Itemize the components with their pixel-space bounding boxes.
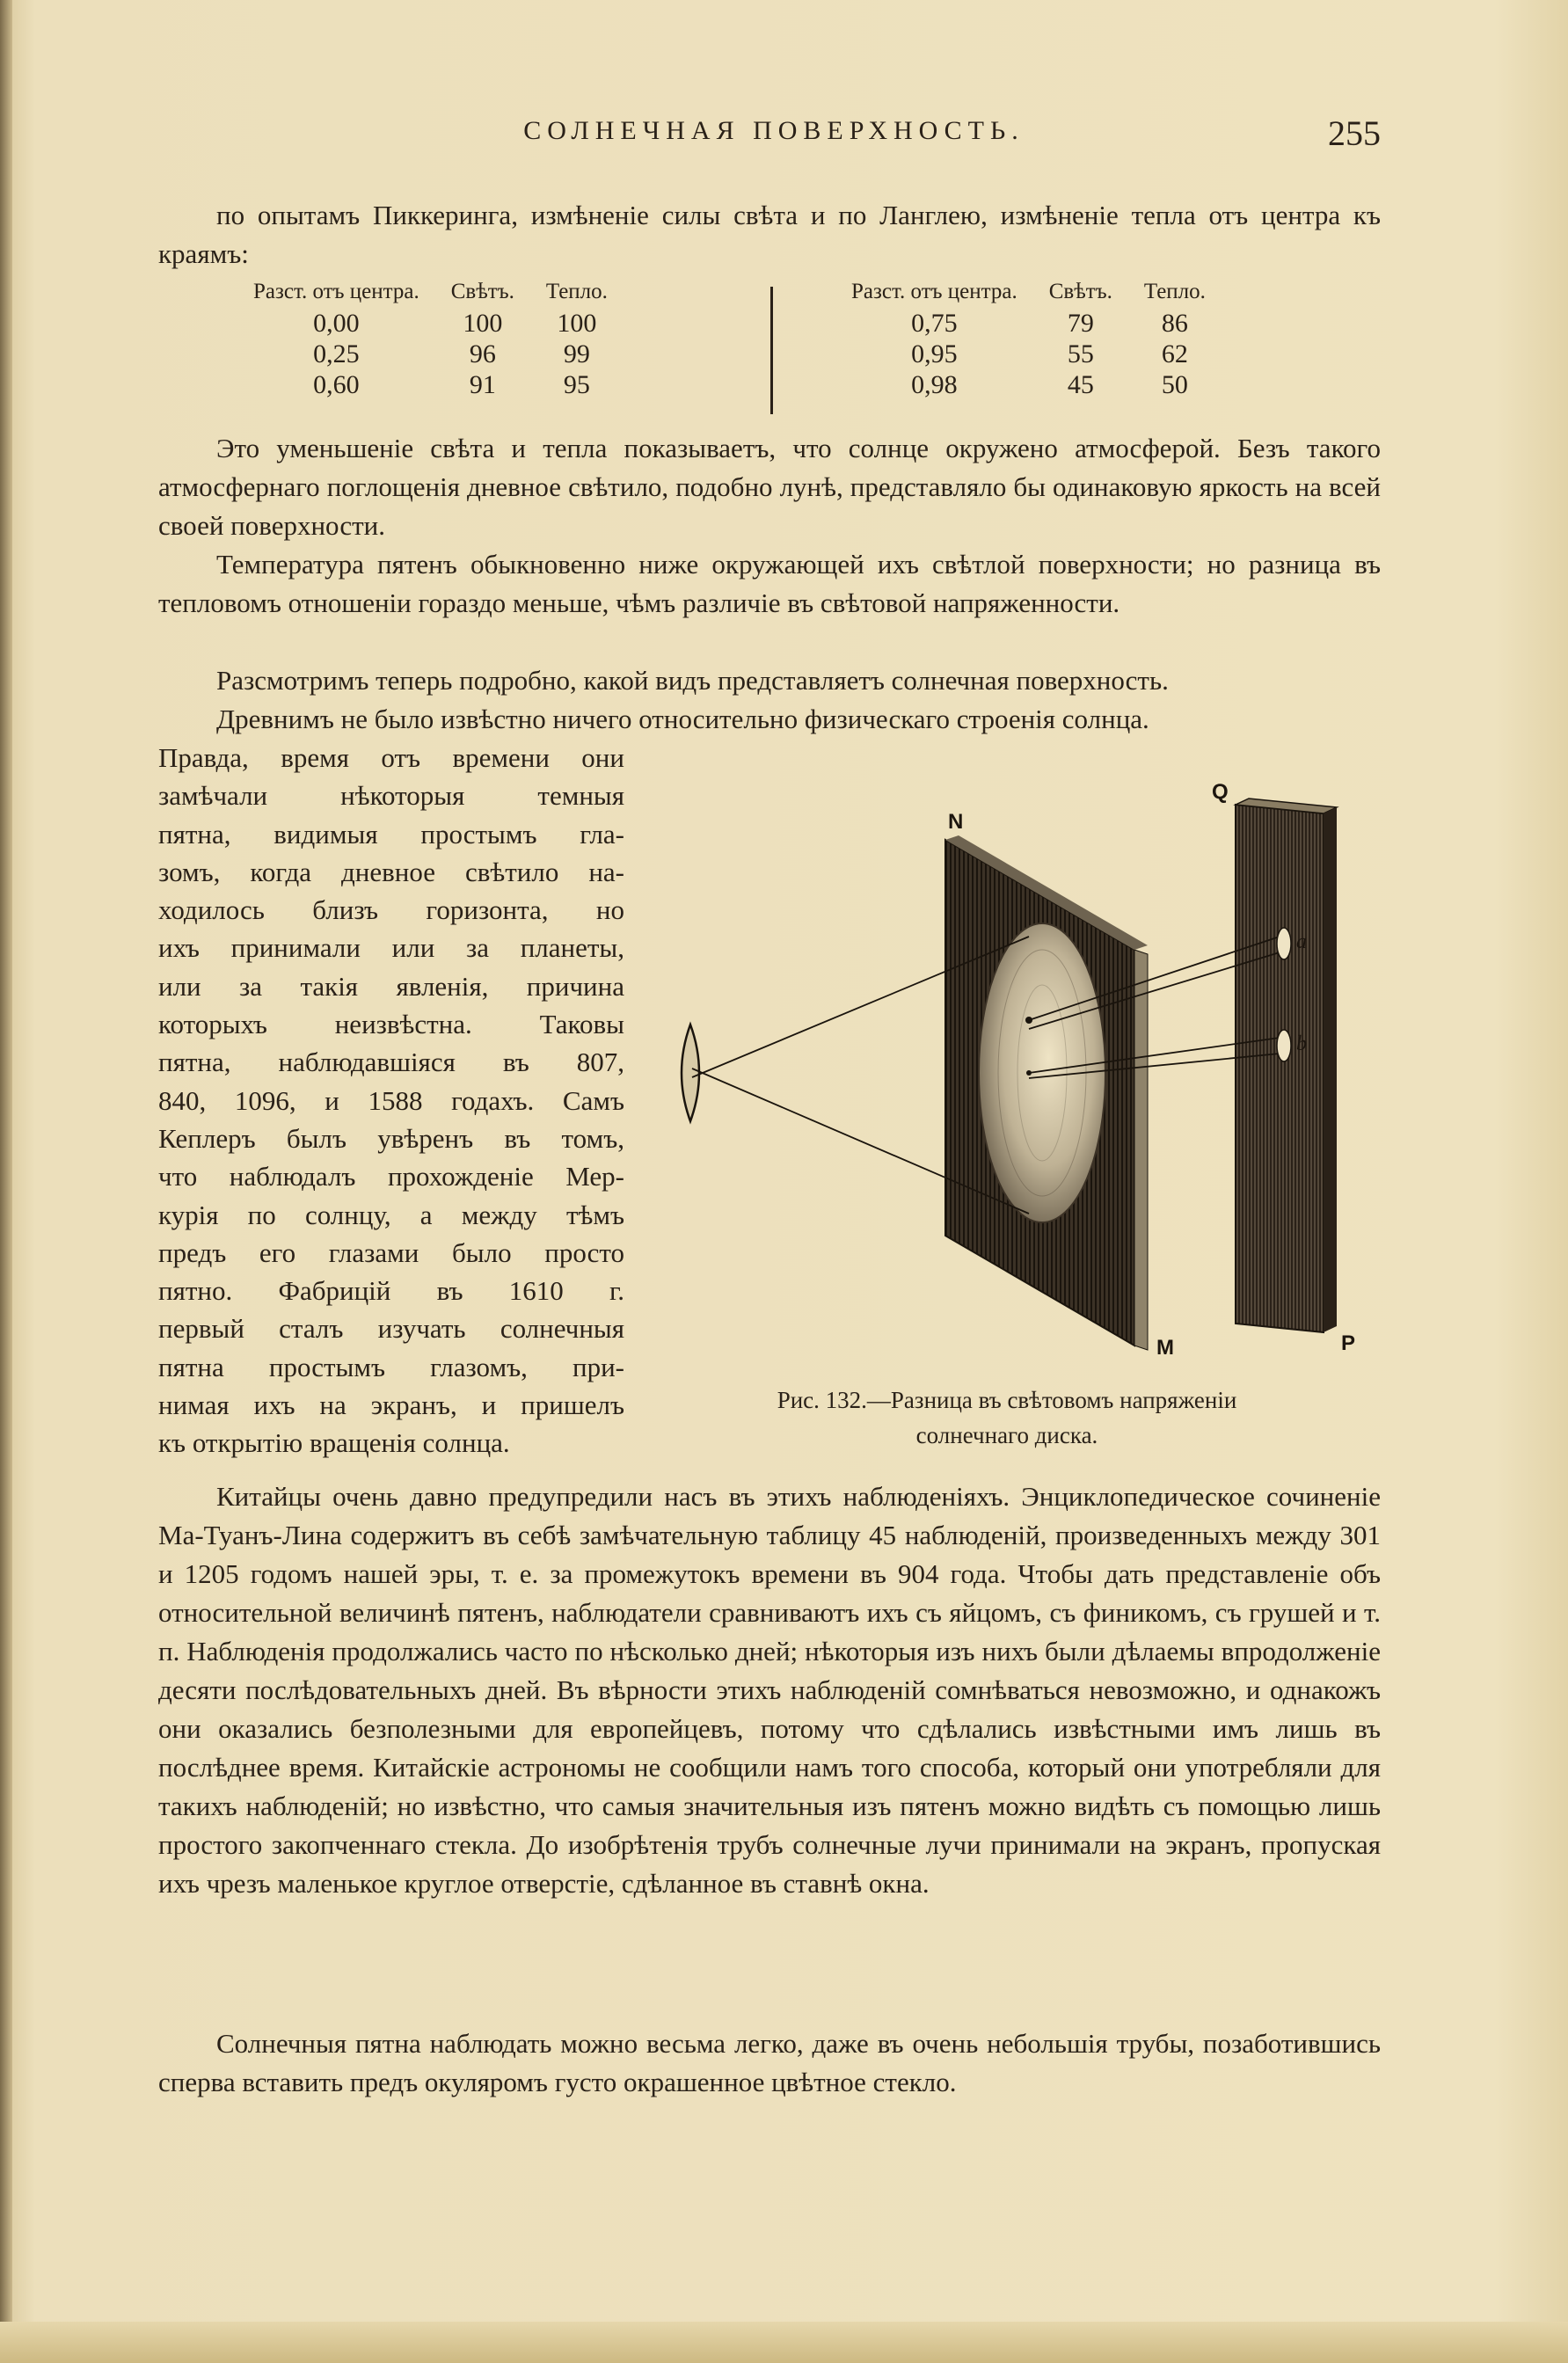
table-divider: [770, 287, 773, 414]
figure-132: [668, 774, 1363, 1460]
figure-label-n: N: [948, 810, 964, 834]
table-cell: 62: [1161, 339, 1188, 368]
table-cell: 50: [1161, 370, 1188, 399]
paragraph-atmosphere: Это уменьшеніе свѣта и тепла показываетъ, что солнце окружено атмосферой. Безъ такого атмосфернаго поглощенія дневное свѣтило, подобно лунѣ, представляло бы одинаковую яркость на всей своей поверхности.: [158, 433, 1381, 541]
col-header-distance: Разст. отъ центра.: [253, 280, 419, 303]
table-cell: 45: [1067, 370, 1094, 399]
table-cell: 0,60: [313, 370, 360, 399]
figure-label-a: a: [1296, 930, 1307, 953]
running-title: СОЛНЕЧНАЯ ПОВЕРХНОСТЬ.: [523, 116, 1025, 145]
wrapped-text-column: [158, 739, 624, 1462]
text-line: Кеплеръ былъ увѣренъ въ томъ,: [158, 1122, 624, 1154]
text-line: ходилось близъ горизонта, но: [158, 894, 624, 926]
table-cell: 0,95: [911, 339, 958, 368]
col-header-light: Свѣтъ.: [1048, 280, 1112, 303]
table-cell: 79: [1067, 309, 1094, 338]
table-row: [237, 339, 624, 369]
table-cell: 96: [469, 339, 496, 368]
table-cell: 95: [563, 370, 590, 399]
intro-paragraph: по опытамъ Пиккеринга, измѣненіе силы свѣта и по Ланглею, измѣненіе тепла отъ центра къ краямъ:: [158, 200, 1381, 269]
col-header-heat: Тепло.: [545, 280, 608, 303]
text-line: къ открытію вращенія солнца.: [158, 1427, 510, 1459]
text-line: Правда, время отъ времени они: [158, 742, 624, 773]
table-cell: 100: [557, 309, 597, 338]
col-header-light: Свѣтъ.: [450, 280, 514, 303]
paragraph-observing-spots: Солнечныя пятна наблюдать можно весьма легко, даже въ очень небольшія трубы, позаботившись сперва вставить предъ окуляромъ густо окрашенное цвѣтное стекло.: [158, 2028, 1381, 2097]
text-line: что наблюдалъ прохожденіе Мер-: [158, 1161, 624, 1192]
text-line: или за такія явленія, причина: [158, 970, 624, 1002]
figure-label-q: Q: [1212, 780, 1229, 804]
text-line: 840, 1096, и 1588 годахъ. Самъ: [158, 1084, 624, 1116]
binding-edge: [0, 0, 12, 2363]
text-line: замѣчали нѣкоторыя темныя: [158, 780, 624, 812]
table-cell: 55: [1067, 339, 1094, 368]
text-line: пятна, наблюдавшіяся въ 807,: [158, 1047, 624, 1078]
paragraph-ancients: Древнимъ не было извѣстно ничего относительно физическаго строенія солнца.: [216, 704, 1149, 734]
page-number: 255: [1328, 113, 1381, 153]
table-row: [237, 308, 624, 339]
figure-label-m: M: [1156, 1336, 1174, 1360]
col-header-distance: Разст. отъ центра.: [851, 280, 1017, 303]
figure-label-p: P: [1341, 1331, 1356, 1355]
text-line: пятна, видимыя простымъ гла-: [158, 818, 624, 850]
table-cell: 100: [463, 309, 503, 338]
paragraph-solar-surface: Разсмотримъ теперь подробно, какой видъ представляетъ солнечная поверхность.: [216, 665, 1169, 696]
table-row: [835, 369, 1222, 400]
text-line: которыхъ неизвѣстна. Таковы: [158, 1009, 624, 1040]
table-cell: 0,25: [313, 339, 360, 368]
table-cell: 0,75: [911, 309, 958, 338]
light-heat-table: [158, 280, 1381, 420]
paragraph-spot-temperature: Температура пятенъ обыкновенно ниже окружающей ихъ свѣтлой поверхности; но разница въ тепловомъ отношеніи гораздо меньше, чѣмъ различіе въ свѣтовой напряженности.: [158, 549, 1381, 618]
text-line: предъ его глазами было просто: [158, 1236, 624, 1268]
table-cell: 86: [1161, 309, 1188, 338]
table-cell: 0,00: [313, 309, 360, 338]
screen-q-p: [1236, 799, 1337, 1332]
text-line: курія по солнцу, а между тѣмъ: [158, 1199, 624, 1230]
figure-caption: [695, 1382, 1319, 1453]
caption-line: солнечнаго диска.: [915, 1422, 1098, 1448]
text-line: зомъ, когда дневное свѣтило на-: [158, 856, 624, 887]
text-line: ихъ принимали или за планеты,: [158, 932, 624, 964]
table-left: [237, 280, 624, 400]
page-bottom-edge: [0, 2322, 1568, 2363]
table-cell: 99: [563, 339, 590, 368]
text-line: нимая ихъ на экранъ, и пришелъ: [158, 1389, 624, 1421]
table-row: [835, 308, 1222, 339]
table-cell: 0,98: [911, 370, 958, 399]
paragraph-chinese-observations: Китайцы очень давно предупредили насъ въ этихъ наблюденіяхъ. Энциклопедическое сочиненіе Ма-Туанъ-Лина содержитъ въ себѣ замѣчательную таблицу 45 наблюденій, произведенныхъ между 301 и 1205 годомъ нашей эры, т. е. за промежутокъ времени въ 904 года. Чтобы дать представленіе объ относительной величинѣ пятенъ, наблюдатели сравниваютъ ихъ съ яйцомъ, съ финикомъ, съ грушей и т. п. Наблюденія продолжались часто по нѣсколько дней; нѣкоторыя изъ нихъ были дѣлаемы впродолженіе десяти послѣдовательныхъ дней. Въ вѣрности этихъ наблюденій сомнѣваться невозможно, и однакожъ они оказались безполезными для европейцевъ, потому что сдѣлались извѣстными имъ лишь въ послѣднее время. Китайскіе астрономы не сообщили намъ того способа, который они употребляли для такихъ наблюденій; но извѣстно, что самыя значительныя изъ пятенъ можно видѣть съ помощью лишь простого закопченнаго стекла. До изобрѣтенія трубъ солнечные лучи принимали на экранъ, пропуская ихъ чрезъ маленькое круглое отверстіе, сдѣланное въ ставнѣ окна.: [158, 1481, 1381, 1899]
table-right: [835, 280, 1222, 400]
text-line: пятна простымъ глазомъ, при-: [158, 1351, 624, 1382]
table-row: [237, 369, 624, 400]
text-line: пятно. Фабрицій въ 1610 г.: [158, 1275, 624, 1307]
table-cell: 91: [469, 370, 496, 399]
figure-label-b: b: [1296, 1032, 1307, 1055]
solar-disk-illustration: [668, 774, 1363, 1389]
caption-line: Рис. 132.—Разница въ свѣтовомъ напряженіи: [777, 1387, 1237, 1413]
page-header: [158, 113, 1381, 157]
lens: [682, 1025, 699, 1121]
col-header-heat: Тепло.: [1143, 280, 1206, 303]
text-line: первый сталъ изучать солнечныя: [158, 1313, 624, 1345]
table-row: [835, 339, 1222, 369]
